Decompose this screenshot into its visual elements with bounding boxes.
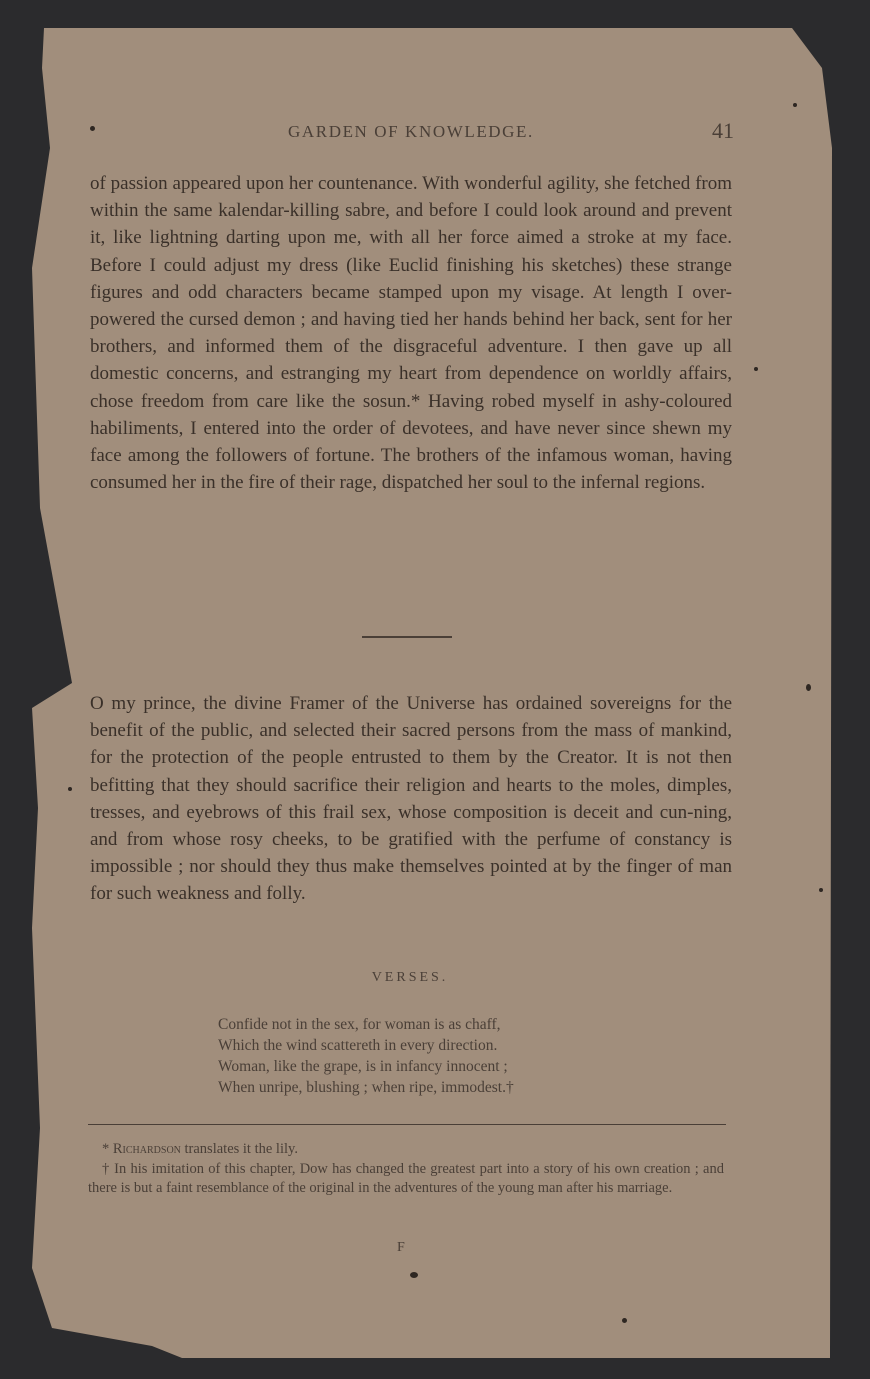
paragraph-2: O my prince, the divine Framer of the Universe has ordained sovereigns for the benefit of the public, and selected their sacred persons from the mass of mankind, for the protection of the people entrusted to them by the Creator. It is not then befitting that they should sacrifice their religion and hearts to the moles, dimples, tresses, and eyebrows of this frail sex, whose composition is deceit and cun-ning, and from whose rosy cheeks, to be gratified with the perfume of constancy is impossible ; nor should they thus make themselves pointed at by the finger of man for such weakness and folly. <box>90 693 732 905</box>
ink-speck <box>819 888 823 892</box>
paragraph-1: of passion appeared upon her countenance. With wonderful agility, she fetched from within the same kalendar-killing sabre, and before I could look around and prevent it, like lightning darting upon me, with all her force aimed a stroke at my face. Before I could adjust my dress (like Euclid finishing his sketches) these strange figures and odd characters became stamped upon my visage. At length I over-powered the cursed demon ; and having tied her hands behind her back, sent for her brothers, and informed them of the disgraceful adventure. I then gave up all domestic concerns, and estranging my heart from dependence on worldly affairs, chose freedom from care like the sosun.* Having robed myself in ashy-coloured habiliments, I entered into the order of devotees, and have never since shewn my face among the followers of fortune. The brothers of the infamous woman, having consumed her in the fire of their rage, dispatched her soul to the infernal regions. <box>90 173 732 494</box>
verse-line: Which the wind scattereth in every direction. <box>218 1037 498 1054</box>
running-header <box>0 118 870 146</box>
ink-speck <box>793 103 797 107</box>
page-number: 41 <box>712 118 734 143</box>
footnote-1-text: translates it the lily. <box>180 1141 298 1157</box>
ink-speck <box>410 1272 418 1278</box>
running-title: GARDEN OF KNOWLEDGE. <box>288 122 534 141</box>
ink-speck <box>68 787 72 791</box>
ink-speck <box>806 684 811 691</box>
ink-speck <box>754 367 758 371</box>
verse-line: When unripe, blushing ; when ripe, immodest.† <box>218 1079 514 1096</box>
verses-heading: VERSES. <box>371 970 449 985</box>
verse-block <box>218 1014 514 1098</box>
verse-line: Confide not in the sex, for woman is as chaff, <box>218 1016 501 1033</box>
ink-speck <box>90 126 95 131</box>
footnotes <box>88 1140 724 1199</box>
footnote-1-marker: * <box>102 1141 113 1157</box>
section-divider <box>362 636 452 638</box>
ink-speck <box>622 1318 627 1323</box>
footnote-rule <box>88 1124 726 1125</box>
signature-mark: F <box>397 1240 405 1255</box>
footnote-2: † In his imitation of this chapter, Dow has changed the greatest part into a story of his own creation ; and there is but a faint resemblance of the original in the adventures of the young man after his marriage. <box>88 1160 724 1196</box>
footnote-1-name: Richardson <box>112 1141 181 1157</box>
footnote-1 <box>88 1140 724 1160</box>
verse-line: Woman, like the grape, is in infancy innocent ; <box>218 1058 508 1075</box>
